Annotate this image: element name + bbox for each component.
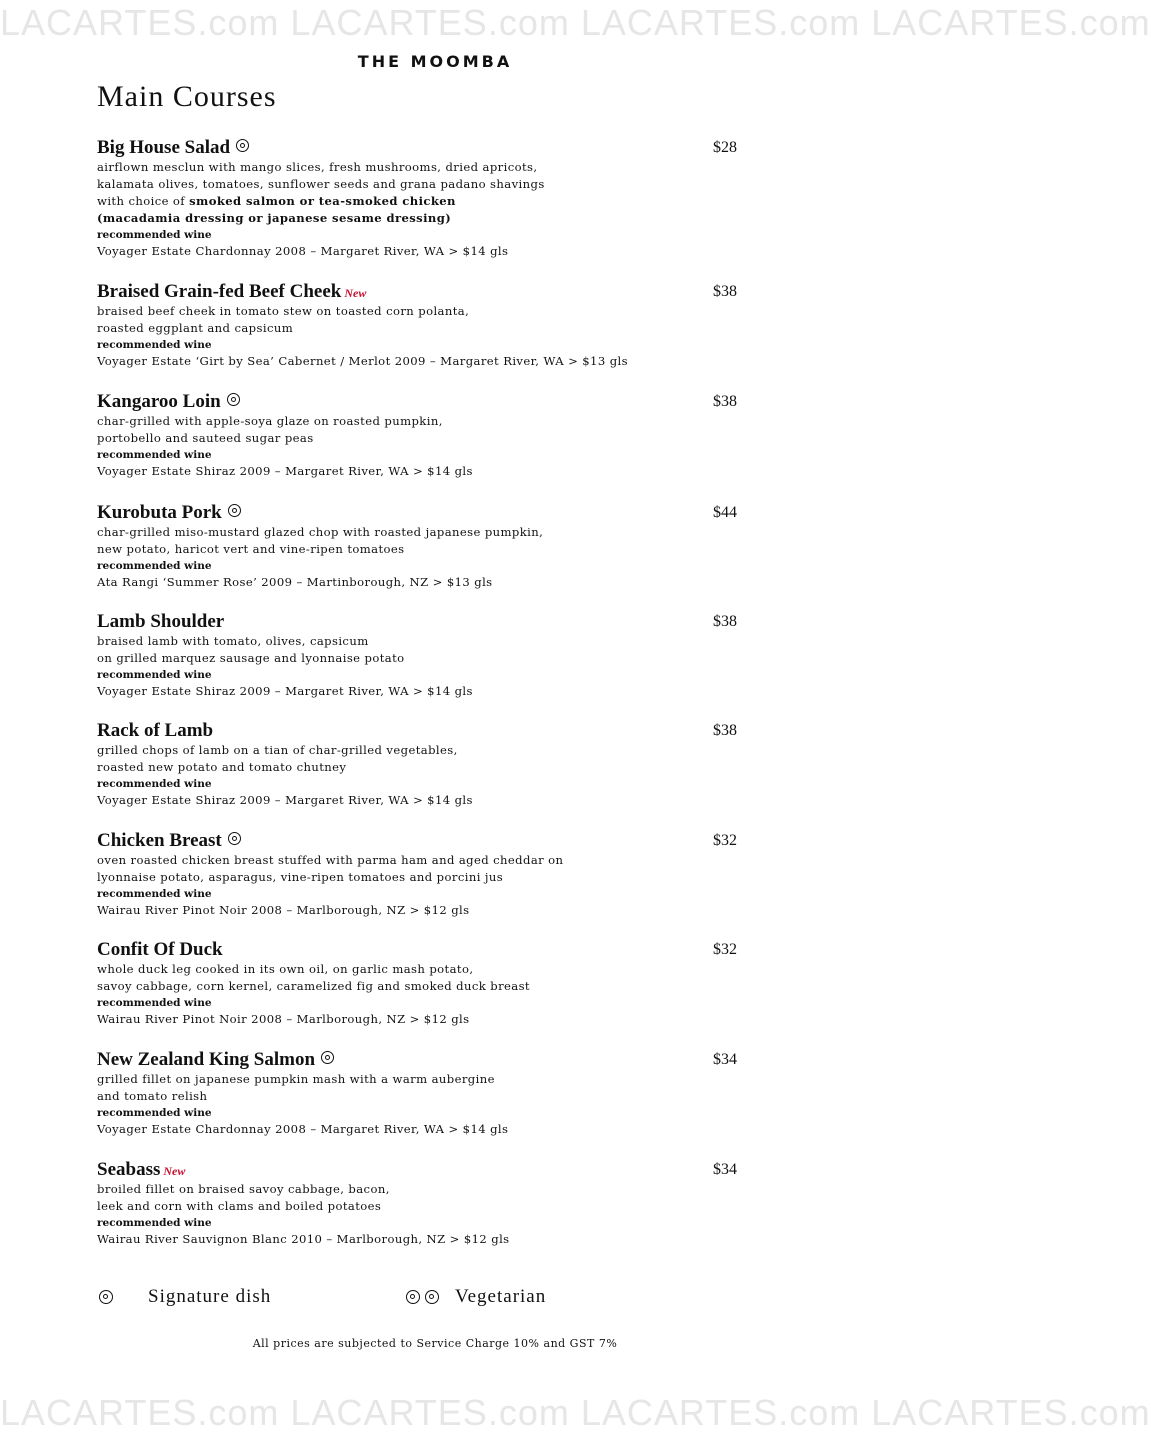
signature-dish-icon (321, 1051, 334, 1064)
wine-pairing: Voyager Estate ‘Girt by Sea’ Cabernet / Merlot 2009 – Margaret River, WA > $13 gls (97, 354, 628, 368)
dish-price: $28 (713, 139, 737, 156)
dish-description-line: and tomato relish (97, 1089, 208, 1103)
dish-name: Confit Of Duck (97, 939, 223, 960)
dish-description-line: portobello and sauteed sugar peas (97, 431, 314, 445)
dish-description-line: savoy cabbage, corn kernel, caramelized fig and smoked duck breast (97, 979, 530, 993)
dish-name: New Zealand King Salmon (97, 1049, 316, 1070)
service-charge-note: All prices are subjected to Service Charge 10% and GST 7% (252, 1337, 618, 1350)
dish-price: $34 (713, 1161, 737, 1178)
menu-item-lamb-shoulder (97, 611, 742, 700)
menu-item-beef-cheek (97, 281, 742, 370)
dish-price: $38 (713, 393, 737, 410)
recommended-wine-label: recommended wine (97, 229, 212, 241)
wine-pairing: Voyager Estate Chardonnay 2008 – Margaret River, WA > $14 gls (97, 244, 509, 258)
dish-description-line: airflown mesclun with mango slices, fresh mushrooms, dried apricots, (97, 160, 538, 174)
recommended-wine-label: recommended wine (97, 888, 212, 900)
menu-item-big-house-salad (97, 137, 742, 260)
menu-item-kurobuta-pork (97, 502, 742, 591)
dish-name: Kurobuta Pork (97, 502, 222, 523)
dish-price: $44 (713, 504, 737, 521)
dish-name: Kangaroo Loin (97, 391, 221, 412)
dish-description-line: char-grilled with apple-soya glaze on roasted pumpkin, (97, 414, 443, 428)
recommended-wine-label: recommended wine (97, 449, 212, 461)
recommended-wine-label: recommended wine (97, 669, 212, 681)
recommended-wine-label: recommended wine (97, 997, 212, 1009)
dish-dressing-text: (macadamia dressing or japanese sesame dressing) (97, 211, 452, 225)
legend (97, 1286, 657, 1310)
dish-description-line: whole duck leg cooked in its own oil, on garlic mash potato, (97, 962, 474, 976)
dish-name: Lamb Shoulder (97, 611, 225, 632)
dish-price: $34 (713, 1051, 737, 1068)
dish-description-line: braised beef cheek in tomato stew on toasted corn polanta, (97, 304, 470, 318)
watermark-top: LACARTES.com LACARTES.com LACARTES.com LACARTES.com (0, 2, 1151, 43)
signature-dish-icon (227, 393, 240, 406)
page-title: Main Courses (97, 80, 277, 113)
dish-price: $32 (713, 832, 737, 849)
signature-dish-icon (228, 504, 241, 517)
menu-item-seabass (97, 1159, 742, 1248)
new-badge: New (344, 286, 367, 300)
vegetarian-icon (425, 1290, 439, 1304)
recommended-wine-label: recommended wine (97, 560, 212, 572)
dish-description-line: lyonnaise potato, asparagus, vine-ripen tomatoes and porcini jus (97, 870, 504, 884)
dish-description-line: new potato, haricot vert and vine-ripen tomatoes (97, 542, 405, 556)
dish-name: Big House Salad (97, 137, 231, 158)
dish-description-line: leek and corn with clams and boiled potatoes (97, 1199, 382, 1213)
signature-dish-icon (236, 139, 249, 152)
menu-item-kangaroo-loin (97, 391, 742, 480)
dish-price: $38 (713, 613, 737, 630)
dish-description-line: on grilled marquez sausage and lyonnaise potato (97, 651, 405, 665)
wine-pairing: Ata Rangi ‘Summer Rose’ 2009 – Martinborough, NZ > $13 gls (97, 575, 493, 589)
dish-price: $38 (713, 283, 737, 300)
signature-dish-icon (228, 832, 241, 845)
wine-pairing: Wairau River Pinot Noir 2008 – Marlborough, NZ > $12 gls (97, 1012, 470, 1026)
dish-name: Rack of Lamb (97, 720, 214, 741)
wine-pairing: Wairau River Pinot Noir 2008 – Marlborough, NZ > $12 gls (97, 903, 470, 917)
wine-pairing: Voyager Estate Shiraz 2009 – Margaret River, WA > $14 gls (97, 793, 473, 807)
dish-description-line: grilled chops of lamb on a tian of char-grilled vegetables, (97, 743, 458, 757)
recommended-wine-label: recommended wine (97, 1107, 212, 1119)
dish-description-line: broiled fillet on braised savoy cabbage, bacon, (97, 1182, 390, 1196)
legend-vegetarian-label: Vegetarian (455, 1286, 547, 1307)
menu-item-chicken-breast (97, 830, 742, 919)
vegetarian-icon (406, 1290, 420, 1304)
dish-price: $32 (713, 941, 737, 958)
dish-name: Chicken Breast (97, 830, 222, 851)
wine-pairing: Wairau River Sauvignon Blanc 2010 – Marlborough, NZ > $12 gls (97, 1232, 510, 1246)
watermark-bottom: LACARTES.com LACARTES.com LACARTES.com LACARTES.com (0, 1392, 1151, 1433)
menu-item-confit-of-duck (97, 939, 742, 1028)
dish-description-line: kalamata olives, tomatoes, sunflower seeds and grana padano shavings (97, 177, 545, 191)
wine-pairing: Voyager Estate Shiraz 2009 – Margaret River, WA > $14 gls (97, 464, 473, 478)
wine-pairing: Voyager Estate Shiraz 2009 – Margaret River, WA > $14 gls (97, 684, 473, 698)
recommended-wine-label: recommended wine (97, 1217, 212, 1229)
dish-name: Seabass (97, 1159, 161, 1180)
menu-item-rack-of-lamb (97, 720, 742, 809)
legend-signature-label: Signature dish (148, 1286, 272, 1307)
menu-item-king-salmon (97, 1049, 742, 1138)
dish-description-line: grilled fillet on japanese pumpkin mash with a warm aubergine (97, 1072, 495, 1086)
dish-description-line: oven roasted chicken breast stuffed with parma ham and aged cheddar on (97, 853, 564, 867)
dish-description-line: char-grilled miso-mustard glazed chop with roasted japanese pumpkin, (97, 525, 544, 539)
dish-price: $38 (713, 722, 737, 739)
signature-dish-icon (99, 1290, 113, 1304)
dish-description-line: with choice of (97, 194, 190, 208)
dish-description-line: roasted eggplant and capsicum (97, 321, 294, 335)
dish-description-line: braised lamb with tomato, olives, capsicum (97, 634, 369, 648)
dish-name: Braised Grain-fed Beef Cheek (97, 281, 342, 302)
dish-choice-text: smoked salmon or tea-smoked chicken (189, 194, 456, 208)
new-badge: New (163, 1164, 186, 1178)
recommended-wine-label: recommended wine (97, 778, 212, 790)
dish-description-line: roasted new potato and tomato chutney (97, 760, 347, 774)
wine-pairing: Voyager Estate Chardonnay 2008 – Margaret River, WA > $14 gls (97, 1122, 509, 1136)
restaurant-logo: THE MOOMBA (357, 52, 513, 71)
recommended-wine-label: recommended wine (97, 339, 212, 351)
